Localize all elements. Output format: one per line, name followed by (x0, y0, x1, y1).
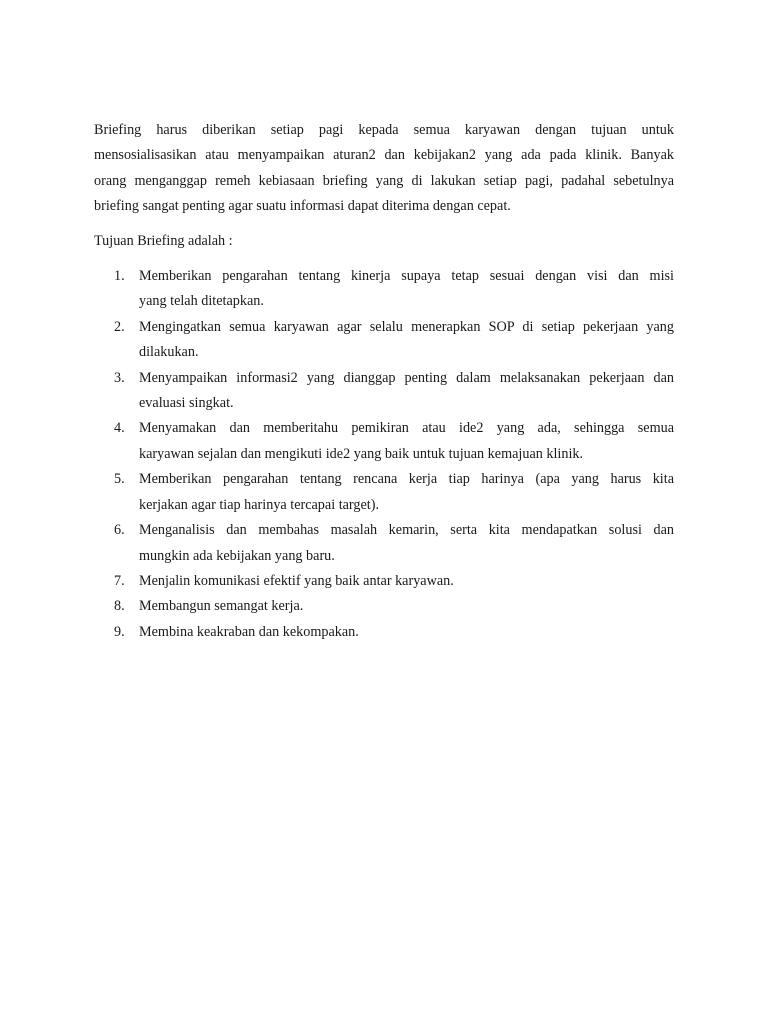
list-item-number: 5. (114, 471, 125, 488)
list-item (94, 264, 674, 315)
list-item-number: 6. (114, 522, 125, 539)
list-heading: Tujuan Briefing adalah : (94, 232, 233, 249)
list-item-text: Memberikan pengarahan tentang kinerja supaya tetap sesuai dengan visi dan misi (139, 268, 674, 285)
list-item-text: Menjalin komunikasi efektif yang baik antar karyawan. (139, 572, 454, 589)
document-page (94, 118, 674, 645)
list-item-text: Mengingatkan semua karyawan agar selalu menerapkan SOP di setiap pekerjaan yang (139, 318, 674, 335)
list-item (94, 620, 674, 645)
list-item-text: kerjakan agar tiap harinya tercapai target). (139, 496, 380, 513)
list-item-number: 8. (114, 598, 125, 615)
list-item-text: evaluasi singkat. (139, 395, 234, 412)
intro-line: mensosialisasikan atau menyampaikan aturan2 dan kebijakan2 yang ada pada klinik. Banyak (94, 147, 674, 164)
list-item (94, 315, 674, 366)
list-item-text: mungkin ada kebijakan yang baru. (139, 547, 335, 564)
list-item-text: Memberikan pengarahan tentang rencana kerja tiap harinya (apa yang harus kita (139, 471, 674, 488)
intro-line: Briefing harus diberikan setiap pagi kepada semua karyawan dengan tujuan untuk (94, 122, 674, 138)
list-item-text: karyawan sejalan dan mengikuti ide2 yang baik untuk tujuan kemajuan klinik. (139, 445, 584, 462)
list-item-number: 3. (114, 369, 125, 386)
list-item-text: Membina keakraban dan kekompakan. (139, 623, 359, 640)
list-item-text: dilakukan. (139, 344, 199, 361)
list-item-number: 7. (114, 572, 125, 589)
list-item-text: Menyamakan dan memberitahu pemikiran atau ide2 yang ada, sehingga semua (139, 420, 674, 437)
list-item-number: 2. (114, 318, 125, 335)
list-item-number: 9. (114, 623, 125, 640)
list-item-number: 1. (114, 268, 125, 285)
intro-paragraph (94, 118, 674, 220)
intro-line: orang menganggap remeh kebiasaan briefing yang di lakukan setiap pagi, padahal sebetulnya (94, 172, 674, 189)
list-item-text: Menyampaikan informasi2 yang dianggap penting dalam melaksanakan pekerjaan dan (139, 369, 674, 386)
objectives-list (94, 264, 674, 645)
intro-line: briefing sangat penting agar suatu informasi dapat diterima dengan cepat. (94, 198, 511, 215)
list-item-text: yang telah ditetapkan. (139, 293, 264, 310)
list-item (94, 467, 674, 518)
list-item-number: 4. (114, 420, 125, 437)
list-item (94, 569, 674, 594)
list-item-text: Membangun semangat kerja. (139, 598, 304, 615)
list-item (94, 416, 674, 467)
list-item-text: Menganalisis dan membahas masalah kemarin, serta kita mendapatkan solusi dan (139, 522, 674, 539)
list-item (94, 594, 674, 619)
list-item (94, 518, 674, 569)
list-item (94, 366, 674, 417)
